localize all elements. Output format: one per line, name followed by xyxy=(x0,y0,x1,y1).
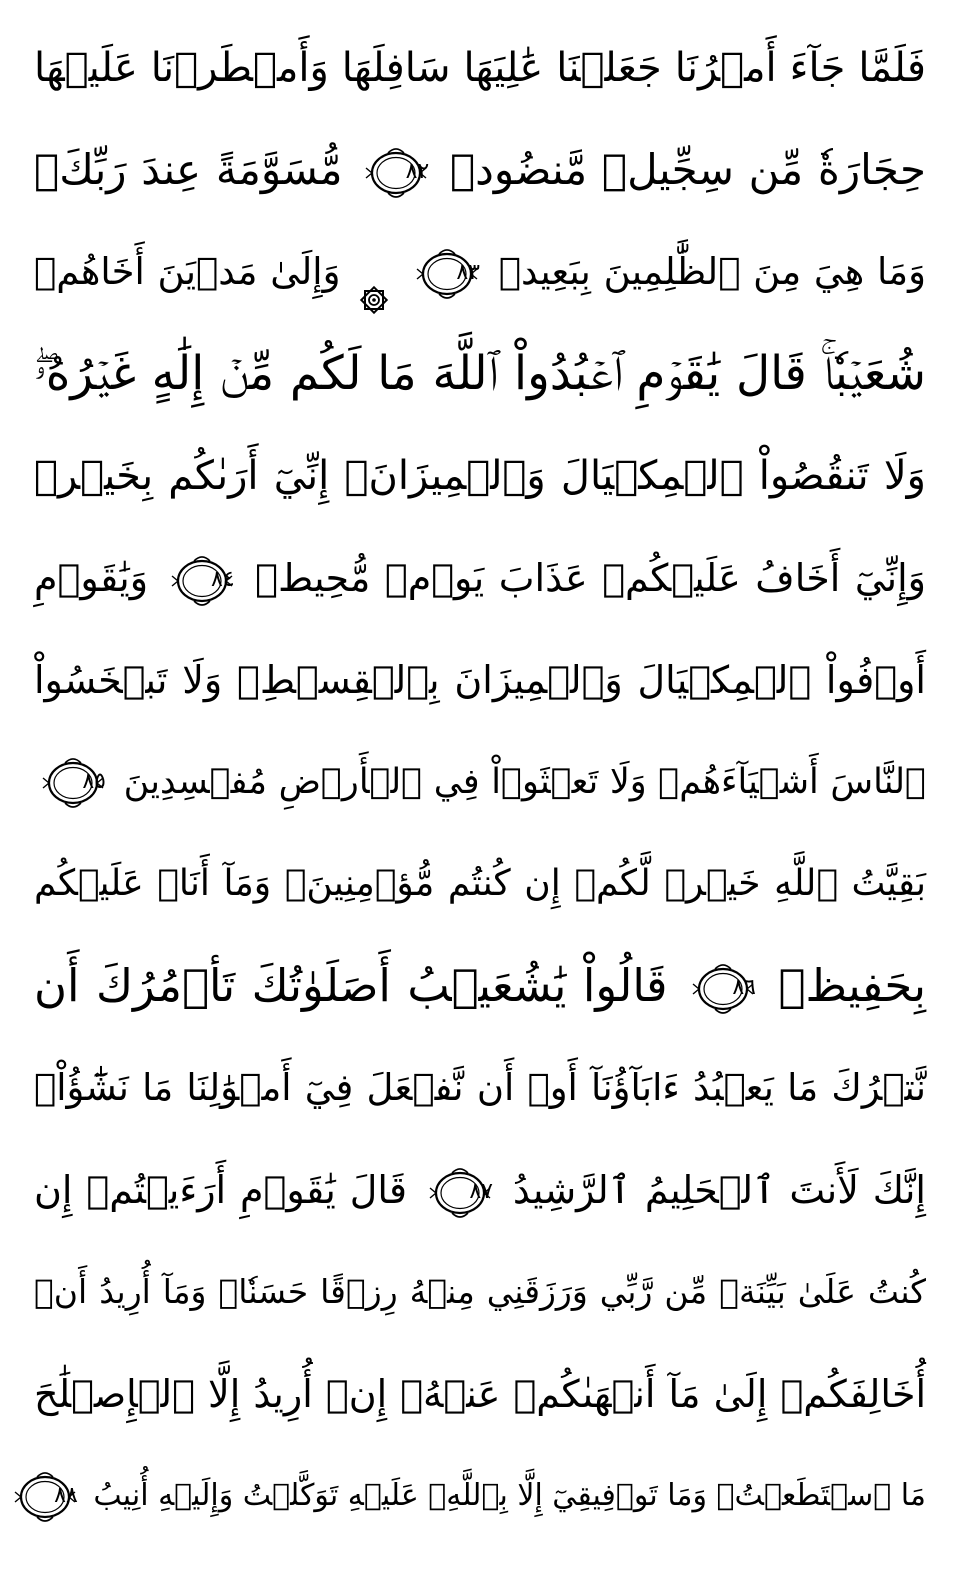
verse-text: نَّتۡرُكَ مَا يَعۡبُدُ ءَابَآؤُنَآ أَوۡ أَن نَّفۡعَلَ فِيٓ أَمۡوَٰلِنَا مَا نَشَٰٓؤُاْۖ xyxy=(34,1066,926,1109)
ayah-number-marker xyxy=(12,1470,78,1524)
verse-text: حِجَارَةٗ مِّن سِجِّيلٖ مَّنضُودٖ xyxy=(449,145,926,194)
verse-text: بِحَفِيظٖ xyxy=(778,959,926,1012)
verse-text: وَإِنِّيٓ أَخَافُ عَلَيۡكُمۡ عَذَابَ يَوۡمٖ مُّحِيطٖ xyxy=(255,556,926,600)
ayah-number: ٨٣ xyxy=(456,259,480,285)
verse-text: أُخَالِفَكُمۡ إِلَىٰ مَآ أَنۡهَىٰكُمۡ عَنۡهُۚ إِنۡ أُرِيدُ إِلَّا ٱلۡإِصۡلَٰحَ xyxy=(34,1372,926,1416)
ayah-number: ٨٨ xyxy=(54,1482,78,1508)
verse-text: أَوۡفُواْ ٱلۡمِكۡيَالَ وَٱلۡمِيزَانَ بِٱلۡقِسۡطِۖ وَلَا تَبۡخَسُواْ xyxy=(34,658,926,702)
verse-text: بَقِيَّتُ ٱللَّهِ خَيۡرٞ لَّكُمۡ إِن كُنتُم مُّؤۡمِنِينَۚ وَمَآ أَنَا۠ عَلَيۡكُم xyxy=(34,863,926,904)
ayah-number: ٨٤ xyxy=(211,566,235,592)
ayah-number: ٨٧ xyxy=(469,1178,493,1204)
ayah-number-marker xyxy=(363,146,429,200)
text-line xyxy=(34,1448,926,1544)
ayah-number-marker xyxy=(40,756,106,810)
text-line xyxy=(34,1142,926,1238)
text-line xyxy=(34,20,926,116)
ayah-number-marker xyxy=(414,247,480,301)
text-line xyxy=(34,938,926,1034)
ayah-number: ٨٦ xyxy=(732,975,756,1000)
ayah-number-marker xyxy=(690,962,756,1016)
verse-text: قَالُواْ يَٰشُعَيۡبُ أَصَلَوٰتُكَ تَأۡمُرُكَ أَن xyxy=(34,959,668,1012)
text-line xyxy=(34,428,926,524)
verse-text: وَإِلَىٰ مَدۡيَنَ أَخَاهُمۡ xyxy=(34,250,341,293)
ayah-number: ٨٢ xyxy=(405,158,430,184)
rub-el-hizb-icon xyxy=(357,257,391,291)
ayah-number-marker xyxy=(169,554,235,608)
verse-text: شُعَيۡبٗاۚ قَالَ يَٰقَوۡمِ ٱعۡبُدُواْ ٱللَّهَ مَا لَكُم مِّنۡ إِلَٰهٍ غَيۡرُهُۥۖ xyxy=(34,346,926,401)
verse-text: فَلَمَّا جَآءَ أَمۡرُنَا جَعَلۡنَا عَٰلِيَهَا سَافِلَهَا وَأَمۡطَرۡنَا عَلَيۡهَا xyxy=(34,45,926,91)
ayah-number: ٨٥ xyxy=(82,769,106,794)
text-line xyxy=(34,1040,926,1136)
text-line xyxy=(34,734,926,830)
verse-text: قَالَ يَٰقَوۡمِ أَرَءَيۡتُمۡ إِن xyxy=(34,1168,408,1212)
text-line xyxy=(34,1244,926,1340)
text-line xyxy=(34,326,926,422)
verse-text: وَمَا هِيَ مِنَ ٱلظَّٰلِمِينَ بِبَعِيدٖ xyxy=(498,250,926,293)
verse-text: كُنتُ عَلَىٰ بَيِّنَةٖ مِّن رَّبِّي وَرَزَقَنِي مِنۡهُ رِزۡقًا حَسَنٗاۚ وَمَآ أُرِيدُ أَنۡ xyxy=(34,1272,926,1311)
text-line xyxy=(34,1346,926,1442)
verse-text: ٱلنَّاسَ أَشۡيَآءَهُمۡ وَلَا تَعۡثَوۡاْ فِي ٱلۡأَرۡضِ مُفۡسِدِينَ xyxy=(123,762,926,802)
verse-text: إِنَّكَ لَأَنتَ ٱلۡحَلِيمُ ٱلرَّشِيدُ xyxy=(512,1168,926,1212)
verse-text: مَا ٱسۡتَطَعۡتُۚ وَمَا تَوۡفِيقِيٓ إِلَّا بِٱللَّهِۚ عَلَيۡهِ تَوَكَّلۡتُ وَإِلَيۡهِ أُنِيبُ xyxy=(93,1478,926,1513)
text-line xyxy=(34,122,926,218)
verse-text: وَلَا تَنقُصُواْ ٱلۡمِكۡيَالَ وَٱلۡمِيزَانَۖ إِنِّيٓ أَرَىٰكُم بِخَيۡرٖ xyxy=(34,453,926,499)
text-line xyxy=(34,530,926,626)
verse-text: وَيَٰقَوۡمِ xyxy=(34,556,149,600)
text-line xyxy=(34,632,926,728)
verse-text: مُّسَوَّمَةً عِندَ رَبِّكَۖ xyxy=(34,145,343,194)
text-line xyxy=(34,224,926,320)
text-line xyxy=(34,836,926,932)
ayah-number-marker xyxy=(427,1166,493,1220)
